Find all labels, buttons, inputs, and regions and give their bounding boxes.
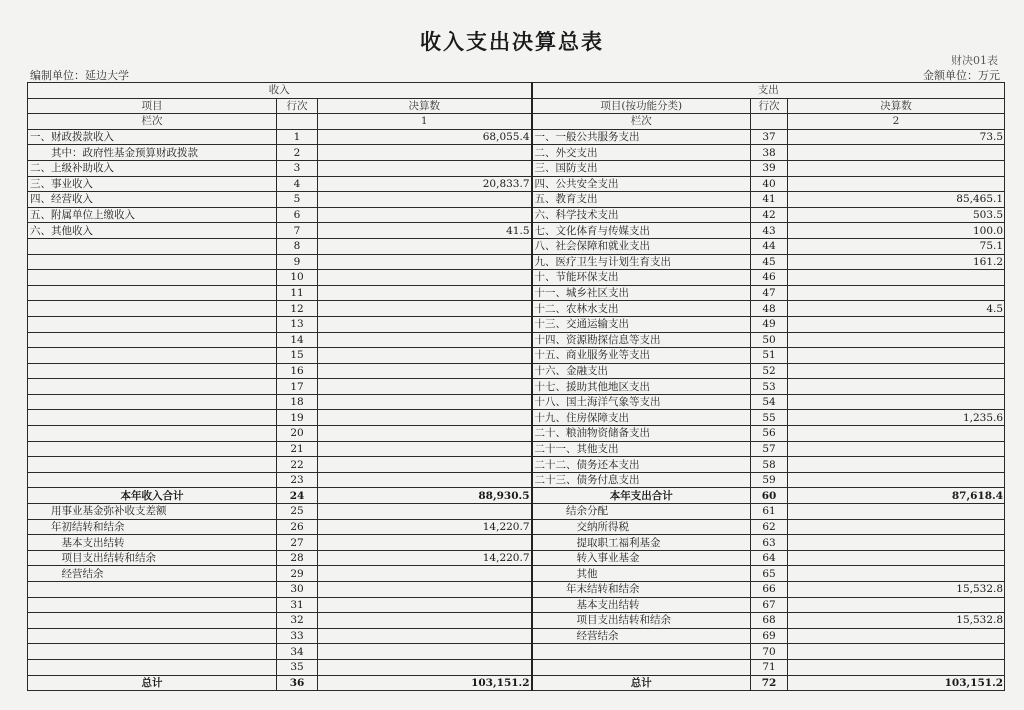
expense-amount-cell: [788, 145, 1005, 161]
table-row: [28, 254, 1005, 270]
table-row: [28, 628, 1005, 644]
income-item-cell: [28, 238, 277, 254]
income-item-cell: 用事业基金弥补收支差额: [28, 504, 277, 520]
income-amount-cell: [318, 504, 532, 520]
expense-amount-cell: [788, 160, 1005, 176]
income-item-cell: 一、财政拨款收入: [28, 129, 277, 145]
table-row: [28, 379, 1005, 395]
expense-row-no-cell: 48: [751, 301, 788, 317]
expense-item-cell: 本年支出合计: [532, 488, 751, 504]
expense-item-cell: 二十、粮油物资储备支出: [532, 426, 751, 442]
income-row-no-cell: 28: [277, 550, 318, 566]
expense-amount-cell: 15,532.8: [788, 613, 1005, 629]
table-row: [28, 176, 1005, 192]
income-item-cell: [28, 582, 277, 598]
expense-item-cell: 二十一、其他支出: [532, 441, 751, 457]
expense-row-no-cell: 42: [751, 207, 788, 223]
expense-amount-cell: [788, 426, 1005, 442]
expense-col-index: 2: [788, 114, 1005, 130]
income-row-no-cell: 30: [277, 582, 318, 598]
expense-item-cell: 十、节能环保支出: [532, 270, 751, 286]
income-amount-cell: 103,151.2: [318, 675, 532, 691]
income-row-no-cell: 34: [277, 644, 318, 660]
table-row: [28, 332, 1005, 348]
income-item-cell: 本年收入合计: [28, 488, 277, 504]
income-row-no-cell: 26: [277, 519, 318, 535]
income-amount-cell: [318, 457, 532, 473]
table-row: [28, 192, 1005, 208]
table-row: [28, 426, 1005, 442]
expense-amount-cell: [788, 519, 1005, 535]
table-row: [28, 348, 1005, 364]
income-row-no-cell: 15: [277, 348, 318, 364]
income-amount-cell: [318, 254, 532, 270]
expense-amount-cell: [788, 363, 1005, 379]
expense-item-cell: 三、国防支出: [532, 160, 751, 176]
income-item-cell: [28, 441, 277, 457]
expense-row-no-cell: 41: [751, 192, 788, 208]
table-row: [28, 301, 1005, 317]
amount-unit-label: 金额单位：万元: [923, 69, 1000, 82]
income-row-no-cell: 4: [277, 176, 318, 192]
expense-item-cell: 结余分配: [532, 504, 751, 520]
income-row-no-cell: 7: [277, 223, 318, 239]
table-row: [28, 659, 1005, 675]
expense-row-no-cell: 47: [751, 285, 788, 301]
income-item-header: 项目: [28, 98, 277, 114]
income-row-no-cell: 1: [277, 129, 318, 145]
income-item-cell: 四、经营收入: [28, 192, 277, 208]
income-row-no-cell: 3: [277, 160, 318, 176]
expense-row-no-cell: 67: [751, 597, 788, 613]
expense-item-cell: 基本支出结转: [532, 597, 751, 613]
income-col-index: 1: [318, 114, 532, 130]
expense-item-cell: 十二、农林水支出: [532, 301, 751, 317]
expense-amount-cell: 1,235.6: [788, 410, 1005, 426]
final-accounts-table: [27, 82, 1005, 691]
table-row: [28, 613, 1005, 629]
income-item-cell: 五、附属单位上缴收入: [28, 207, 277, 223]
income-amount-cell: [318, 238, 532, 254]
table-row: [28, 597, 1005, 613]
expense-col-blank: [751, 114, 788, 130]
form-number: 财决01表: [951, 54, 998, 67]
expense-row-no-cell: 60: [751, 488, 788, 504]
expense-row-no-cell: 72: [751, 675, 788, 691]
table-row: [28, 223, 1005, 239]
income-item-cell: [28, 472, 277, 488]
expense-amount-cell: [788, 566, 1005, 582]
income-row-no-cell: 17: [277, 379, 318, 395]
income-item-cell: [28, 628, 277, 644]
column-header-row: [28, 98, 1005, 114]
income-row-no-cell: 5: [277, 192, 318, 208]
income-amount-cell: 20,833.7: [318, 176, 532, 192]
table-row: [28, 472, 1005, 488]
income-item-cell: 三、事业收入: [28, 176, 277, 192]
expense-item-cell: 七、文化体育与传媒支出: [532, 223, 751, 239]
table-row: [28, 566, 1005, 582]
income-item-cell: [28, 426, 277, 442]
expense-amount-cell: 103,151.2: [788, 675, 1005, 691]
income-item-cell: [28, 659, 277, 675]
income-amount-cell: [318, 379, 532, 395]
income-amount-cell: [318, 472, 532, 488]
expense-row-no-cell: 61: [751, 504, 788, 520]
expense-amount-cell: [788, 597, 1005, 613]
income-amount-cell: 14,220.7: [318, 550, 532, 566]
section-header-row: [28, 83, 1005, 99]
expense-amount-cell: [788, 457, 1005, 473]
expense-item-cell: 转入事业基金: [532, 550, 751, 566]
income-item-cell: [28, 316, 277, 332]
table-row: [28, 160, 1005, 176]
expense-amount-cell: [788, 379, 1005, 395]
expense-item-cell: 提取职工福利基金: [532, 535, 751, 551]
expense-item-cell: 经营结余: [532, 628, 751, 644]
expense-row-no-cell: 63: [751, 535, 788, 551]
organization-label: 编制单位：延边大学: [30, 69, 129, 82]
income-amount-cell: [318, 426, 532, 442]
expense-row-no-cell: 37: [751, 129, 788, 145]
column-index-row: [28, 114, 1005, 130]
income-item-cell: [28, 457, 277, 473]
page-title: 收入支出决算总表: [420, 29, 604, 54]
income-item-cell: 二、上级补助收入: [28, 160, 277, 176]
expense-amount-cell: 73.5: [788, 129, 1005, 145]
expense-row-no-cell: 70: [751, 644, 788, 660]
income-row-no-cell: 12: [277, 301, 318, 317]
expense-row-no-cell: 49: [751, 316, 788, 332]
income-item-cell: 总计: [28, 675, 277, 691]
expense-amount-cell: [788, 659, 1005, 675]
expense-item-cell: 其他: [532, 566, 751, 582]
table-row: [28, 238, 1005, 254]
expense-row-no-cell: 38: [751, 145, 788, 161]
expense-item-cell: 四、公共安全支出: [532, 176, 751, 192]
expense-item-cell: 二十三、债务付息支出: [532, 472, 751, 488]
income-row-no-cell: 19: [277, 410, 318, 426]
income-row-no-header: 行次: [277, 98, 318, 114]
income-row-no-cell: 24: [277, 488, 318, 504]
income-item-cell: [28, 379, 277, 395]
expense-col-label: 栏次: [532, 114, 751, 130]
expense-amount-cell: [788, 348, 1005, 364]
income-row-no-cell: 10: [277, 270, 318, 286]
expense-amount-cell: [788, 176, 1005, 192]
income-item-cell: [28, 285, 277, 301]
income-row-no-cell: 13: [277, 316, 318, 332]
expense-row-no-cell: 53: [751, 379, 788, 395]
income-amount-cell: 88,930.5: [318, 488, 532, 504]
expense-row-no-cell: 39: [751, 160, 788, 176]
income-amount-cell: [318, 332, 532, 348]
expense-amount-cell: [788, 644, 1005, 660]
expense-item-cell: 十四、资源勘探信息等支出: [532, 332, 751, 348]
income-row-no-cell: 16: [277, 363, 318, 379]
expense-row-no-cell: 57: [751, 441, 788, 457]
expense-item-cell: [532, 659, 751, 675]
expense-amount-cell: 85,465.1: [788, 192, 1005, 208]
expense-item-cell: 十五、商业服务业等支出: [532, 348, 751, 364]
table-row: [28, 363, 1005, 379]
income-amount-cell: [318, 394, 532, 410]
expense-amount-header: 决算数: [788, 98, 1005, 114]
expense-row-no-cell: 44: [751, 238, 788, 254]
income-amount-cell: [318, 535, 532, 551]
expense-amount-cell: 75.1: [788, 238, 1005, 254]
expense-row-no-cell: 46: [751, 270, 788, 286]
income-amount-cell: [318, 582, 532, 598]
table-row: [28, 145, 1005, 161]
income-amount-cell: [318, 410, 532, 426]
expense-item-cell: 十八、国土海洋气象等支出: [532, 394, 751, 410]
income-amount-header: 决算数: [318, 98, 532, 114]
income-item-cell: 年初结转和结余: [28, 519, 277, 535]
expense-row-no-cell: 40: [751, 176, 788, 192]
expense-amount-cell: [788, 550, 1005, 566]
expense-row-no-cell: 69: [751, 628, 788, 644]
expense-row-no-cell: 55: [751, 410, 788, 426]
expense-item-cell: 项目支出结转和结余: [532, 613, 751, 629]
income-row-no-cell: 32: [277, 613, 318, 629]
income-row-no-cell: 21: [277, 441, 318, 457]
income-amount-cell: [318, 597, 532, 613]
expense-row-no-cell: 68: [751, 613, 788, 629]
income-row-no-cell: 6: [277, 207, 318, 223]
expense-item-cell: 八、社会保障和就业支出: [532, 238, 751, 254]
table-row: [28, 488, 1005, 504]
income-amount-cell: [318, 160, 532, 176]
income-amount-cell: [318, 145, 532, 161]
income-amount-cell: [318, 613, 532, 629]
income-row-no-cell: 23: [277, 472, 318, 488]
income-amount-cell: [318, 301, 532, 317]
income-amount-cell: [318, 363, 532, 379]
expense-amount-cell: 4.5: [788, 301, 1005, 317]
expense-row-no-cell: 45: [751, 254, 788, 270]
expense-amount-cell: 100.0: [788, 223, 1005, 239]
income-amount-cell: 68,055.4: [318, 129, 532, 145]
expense-row-no-cell: 71: [751, 659, 788, 675]
income-item-cell: 其中：政府性基金预算财政拨款: [28, 145, 277, 161]
expense-amount-cell: 87,618.4: [788, 488, 1005, 504]
table-row: [28, 129, 1005, 145]
income-row-no-cell: 36: [277, 675, 318, 691]
income-item-cell: [28, 613, 277, 629]
income-amount-cell: [318, 659, 532, 675]
expense-item-cell: 十七、援助其他地区支出: [532, 379, 751, 395]
income-amount-cell: [318, 441, 532, 457]
table-row: [28, 441, 1005, 457]
expense-item-cell: 二十二、债务还本支出: [532, 457, 751, 473]
income-item-cell: 经营结余: [28, 566, 277, 582]
expense-item-cell: 六、科学技术支出: [532, 207, 751, 223]
expense-amount-cell: [788, 535, 1005, 551]
expense-row-no-cell: 62: [751, 519, 788, 535]
expense-item-cell: 一、一般公共服务支出: [532, 129, 751, 145]
income-col-blank: [277, 114, 318, 130]
income-row-no-cell: 11: [277, 285, 318, 301]
expense-row-no-cell: 52: [751, 363, 788, 379]
expense-row-no-cell: 50: [751, 332, 788, 348]
expense-row-no-header: 行次: [751, 98, 788, 114]
expense-amount-cell: [788, 270, 1005, 286]
expense-amount-cell: [788, 504, 1005, 520]
income-row-no-cell: 35: [277, 659, 318, 675]
table-row: [28, 675, 1005, 691]
income-row-no-cell: 29: [277, 566, 318, 582]
expense-row-no-cell: 58: [751, 457, 788, 473]
income-item-cell: [28, 644, 277, 660]
expense-item-cell: 十三、交通运输支出: [532, 316, 751, 332]
income-amount-cell: [318, 207, 532, 223]
table-row: [28, 582, 1005, 598]
income-amount-cell: [318, 348, 532, 364]
table-row: [28, 270, 1005, 286]
expense-row-no-cell: 54: [751, 394, 788, 410]
expense-amount-cell: [788, 472, 1005, 488]
income-item-cell: 基本支出结转: [28, 535, 277, 551]
table-row: [28, 504, 1005, 520]
income-amount-cell: 14,220.7: [318, 519, 532, 535]
expense-row-no-cell: 64: [751, 550, 788, 566]
income-amount-cell: 41.5: [318, 223, 532, 239]
table-row: [28, 410, 1005, 426]
income-row-no-cell: 22: [277, 457, 318, 473]
income-item-cell: [28, 597, 277, 613]
table-row: [28, 394, 1005, 410]
expense-row-no-cell: 51: [751, 348, 788, 364]
expense-amount-cell: [788, 316, 1005, 332]
income-col-label: 栏次: [28, 114, 277, 130]
income-item-cell: 项目支出结转和结余: [28, 550, 277, 566]
income-item-cell: [28, 410, 277, 426]
income-item-cell: [28, 301, 277, 317]
table-row: [28, 644, 1005, 660]
expense-item-cell: 二、外交支出: [532, 145, 751, 161]
income-row-no-cell: 27: [277, 535, 318, 551]
table-row: [28, 457, 1005, 473]
income-row-no-cell: 20: [277, 426, 318, 442]
income-section-header: 收入: [28, 83, 532, 99]
income-item-cell: [28, 332, 277, 348]
income-amount-cell: [318, 628, 532, 644]
income-amount-cell: [318, 566, 532, 582]
expense-row-no-cell: 65: [751, 566, 788, 582]
expense-amount-cell: 161.2: [788, 254, 1005, 270]
table-row: [28, 519, 1005, 535]
expense-item-cell: 五、教育支出: [532, 192, 751, 208]
expense-row-no-cell: 56: [751, 426, 788, 442]
expense-item-cell: 十九、住房保障支出: [532, 410, 751, 426]
income-item-cell: [28, 348, 277, 364]
expense-section-header: 支出: [532, 83, 1005, 99]
income-row-no-cell: 25: [277, 504, 318, 520]
income-row-no-cell: 33: [277, 628, 318, 644]
income-item-cell: [28, 363, 277, 379]
expense-amount-cell: 15,532.8: [788, 582, 1005, 598]
table-row: [28, 535, 1005, 551]
income-amount-cell: [318, 285, 532, 301]
expense-item-cell: 交纳所得税: [532, 519, 751, 535]
income-row-no-cell: 8: [277, 238, 318, 254]
income-item-cell: [28, 270, 277, 286]
income-item-cell: 六、其他收入: [28, 223, 277, 239]
expense-item-cell: 九、医疗卫生与计划生育支出: [532, 254, 751, 270]
income-row-no-cell: 2: [277, 145, 318, 161]
income-item-cell: [28, 254, 277, 270]
expense-item-cell: 十六、金融支出: [532, 363, 751, 379]
expense-amount-cell: [788, 394, 1005, 410]
expense-item-cell: [532, 644, 751, 660]
expense-row-no-cell: 43: [751, 223, 788, 239]
income-amount-cell: [318, 316, 532, 332]
income-amount-cell: [318, 644, 532, 660]
expense-amount-cell: [788, 285, 1005, 301]
expense-item-cell: 年末结转和结余: [532, 582, 751, 598]
income-row-no-cell: 31: [277, 597, 318, 613]
income-amount-cell: [318, 270, 532, 286]
expense-row-no-cell: 66: [751, 582, 788, 598]
income-row-no-cell: 14: [277, 332, 318, 348]
income-item-cell: [28, 394, 277, 410]
income-row-no-cell: 18: [277, 394, 318, 410]
income-amount-cell: [318, 192, 532, 208]
expense-row-no-cell: 59: [751, 472, 788, 488]
expense-item-header: 项目(按功能分类): [532, 98, 751, 114]
income-row-no-cell: 9: [277, 254, 318, 270]
expense-amount-cell: [788, 332, 1005, 348]
table-row: [28, 207, 1005, 223]
expense-amount-cell: 503.5: [788, 207, 1005, 223]
expense-amount-cell: [788, 628, 1005, 644]
table-row: [28, 316, 1005, 332]
expense-item-cell: 总计: [532, 675, 751, 691]
table-row: [28, 550, 1005, 566]
expense-item-cell: 十一、城乡社区支出: [532, 285, 751, 301]
table-row: [28, 285, 1005, 301]
expense-amount-cell: [788, 441, 1005, 457]
